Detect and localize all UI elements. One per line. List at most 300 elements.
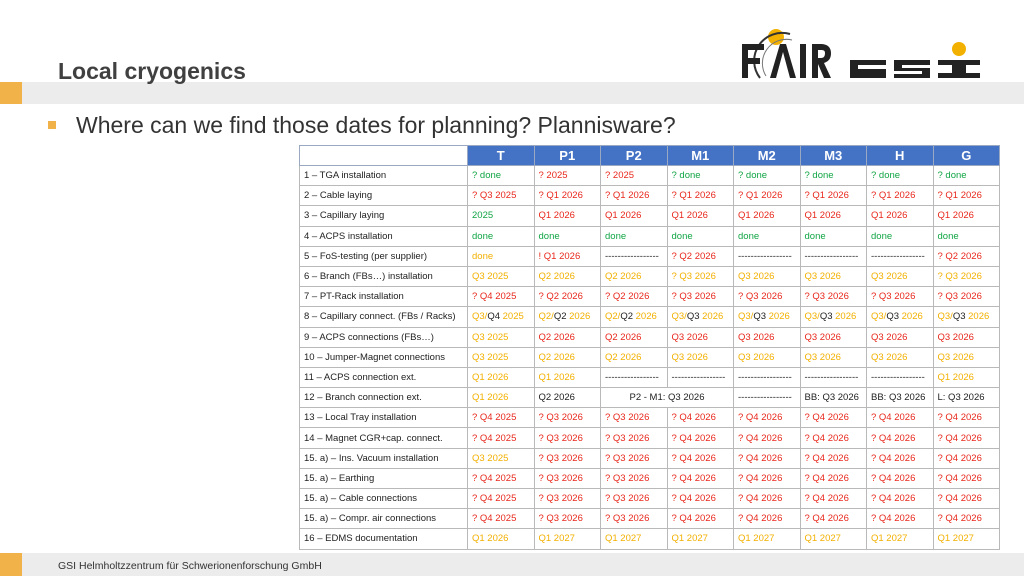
- cell-text: 2026: [633, 311, 657, 323]
- table-cell: [734, 186, 801, 206]
- row-label: 15. a) – Compr. air connections: [300, 509, 468, 529]
- table-cell: [601, 307, 668, 327]
- table-cell: [867, 327, 934, 347]
- table-cell: [800, 367, 867, 387]
- table-cell: [800, 509, 867, 529]
- cell-text: ? Q4 2026: [804, 493, 849, 505]
- table-cell: [468, 307, 535, 327]
- cell-text: ? Q3 2026: [937, 271, 982, 283]
- table-cell: [800, 246, 867, 266]
- cell-text: ? Q1 2026: [937, 190, 982, 202]
- table-cell: [534, 367, 601, 387]
- cell-text: ? Q4 2026: [937, 452, 982, 464]
- cell-text: Q2: [620, 311, 633, 323]
- cell-text: ? Q3 2026: [538, 452, 583, 464]
- table-cell: [534, 428, 601, 448]
- table-cell: [867, 287, 934, 307]
- row-label: 2 – Cable laying: [300, 186, 468, 206]
- column-header: P1: [534, 146, 601, 166]
- table-cell: [534, 307, 601, 327]
- cell-text: ? Q4 2025: [472, 412, 517, 424]
- table-cell: [933, 166, 1000, 186]
- table-cell: [601, 347, 668, 367]
- cell-text: Q2 2026: [538, 351, 575, 363]
- table-cell: [468, 246, 535, 266]
- cell-text: ? Q4 2025: [472, 472, 517, 484]
- table-cell: [601, 186, 668, 206]
- table-row: [300, 367, 1000, 387]
- cell-text: ? Q3 2026: [538, 472, 583, 484]
- page-title: Local cryogenics: [58, 58, 246, 84]
- fair-logo-mark: [742, 29, 831, 78]
- row-label: 16 – EDMS documentation: [300, 529, 468, 549]
- table-cell: [468, 428, 535, 448]
- table-cell: [667, 509, 734, 529]
- cell-text: Q3 2025: [472, 351, 509, 363]
- table-row: [300, 388, 1000, 408]
- table-cell: [534, 166, 601, 186]
- table-cell: [933, 226, 1000, 246]
- table-cell: [800, 266, 867, 286]
- cell-text: 2026: [965, 311, 990, 323]
- cell-text: Q1 2026: [738, 210, 775, 222]
- cell-text: ? Q3 2026: [605, 513, 650, 525]
- fair-logo-text: FAIR: [740, 26, 743, 27]
- table-cell: [800, 408, 867, 428]
- table-cell: [734, 307, 801, 327]
- table-cell: [867, 509, 934, 529]
- table-cell: [867, 186, 934, 206]
- cell-text: Q3 2025: [472, 331, 509, 343]
- cell-text: Q1 2026: [937, 210, 974, 222]
- column-header: M3: [800, 146, 867, 166]
- table-cell: [601, 489, 668, 509]
- cell-text: Q2 2026: [538, 392, 575, 404]
- cell-text: done: [738, 230, 760, 242]
- cell-text: Q3 2025: [472, 271, 509, 283]
- table-cell: [734, 428, 801, 448]
- table-cell: [534, 388, 601, 408]
- cell-text: ? done: [937, 170, 967, 182]
- cell-text: Q2 2026: [538, 331, 575, 343]
- table-cell: [800, 327, 867, 347]
- cell-text: ? Q3 2026: [871, 291, 916, 303]
- cell-text: ? Q3 2026: [605, 493, 650, 505]
- row-label: 11 – ACPS connection ext.: [300, 367, 468, 387]
- table-cell: [601, 327, 668, 347]
- cell-text: Q2 2026: [538, 271, 575, 283]
- table-cell: [933, 468, 1000, 488]
- cell-text: 2026: [832, 311, 857, 323]
- cell-text: 2026: [699, 311, 724, 323]
- table-cell: [734, 166, 801, 186]
- table-cell: [734, 388, 801, 408]
- cell-text: ? Q4 2026: [671, 472, 716, 484]
- table-cell: [468, 186, 535, 206]
- cell-text: ? Q4 2026: [871, 432, 916, 444]
- table-cell: [734, 509, 801, 529]
- cell-text: ? Q4 2026: [738, 412, 783, 424]
- table-cell: [534, 408, 601, 428]
- cell-text: ? Q4 2026: [871, 412, 916, 424]
- table-cell: [867, 428, 934, 448]
- table-cell: [534, 266, 601, 286]
- cell-text: ? Q4 2026: [937, 493, 982, 505]
- cell-text: BB: Q3 2026: [804, 392, 859, 404]
- row-label: 14 – Magnet CGR+cap. connect.: [300, 428, 468, 448]
- column-header: H: [867, 146, 934, 166]
- cell-text: Q1 2027: [804, 533, 841, 545]
- table-cell: [667, 206, 734, 226]
- gsi-logo-text: GSI: [850, 42, 852, 43]
- table-cell: [667, 529, 734, 549]
- table-cell: [468, 327, 535, 347]
- footer-accent-bar: [0, 553, 22, 576]
- cell-text: ? Q4 2026: [871, 452, 916, 464]
- cell-text: ? Q3 2026: [605, 432, 650, 444]
- cell-text: ? Q4 2026: [738, 493, 783, 505]
- cell-text: Q1 2027: [871, 533, 908, 545]
- cell-text: Q1 2027: [937, 533, 974, 545]
- cell-text: Q3/: [871, 311, 887, 323]
- cell-text: ? Q4 2026: [804, 472, 849, 484]
- row-label: 15. a) – Earthing: [300, 468, 468, 488]
- table-cell: [734, 327, 801, 347]
- cell-text: ? Q3 2026: [804, 291, 849, 303]
- cell-text: Q2/: [605, 311, 621, 323]
- cell-text: Q1 2026: [472, 371, 509, 383]
- cell-text: Q1 2026: [937, 371, 974, 383]
- cell-text: ? Q4 2026: [871, 513, 916, 525]
- cell-text: P2 - M1: Q3 2026: [629, 392, 705, 404]
- table-cell: [867, 266, 934, 286]
- row-label: 10 – Jumper-Magnet connections: [300, 347, 468, 367]
- cell-text: -----------------: [605, 250, 659, 262]
- table-cell: [601, 468, 668, 488]
- cell-text: 2026: [766, 311, 790, 323]
- table-cell: [867, 388, 934, 408]
- table-cell: [468, 529, 535, 549]
- table-cell: [867, 367, 934, 387]
- table-row: [300, 468, 1000, 488]
- schedule-table: [299, 145, 1000, 550]
- table-cell: [667, 266, 734, 286]
- cell-text: Q3: [686, 311, 700, 323]
- table-cell: [534, 186, 601, 206]
- bullet-text: Where can we find those dates for planning? Plannisware?: [76, 112, 676, 138]
- cell-text: 2025: [500, 311, 524, 323]
- cell-text: ? Q4 2026: [937, 513, 982, 525]
- row-label: 6 – Branch (FBs…) installation: [300, 266, 468, 286]
- table-cell: [933, 347, 1000, 367]
- cell-text: ? 2025: [538, 170, 568, 182]
- table-row: [300, 347, 1000, 367]
- table-cell: [734, 287, 801, 307]
- cell-text: Q2 2026: [605, 351, 642, 363]
- table-cell: [468, 266, 535, 286]
- cell-text: Q3 2026: [738, 331, 775, 343]
- cell-text: Q3/: [671, 311, 687, 323]
- table-cell: [933, 388, 1000, 408]
- cell-text: ? Q3 2026: [937, 291, 982, 303]
- cell-text: ? Q4 2026: [871, 472, 916, 484]
- cell-text: ? Q4 2025: [472, 513, 517, 525]
- cell-text: ? Q3 2026: [671, 271, 716, 283]
- table-cell: [468, 367, 535, 387]
- cell-text: ? Q3 2026: [738, 291, 783, 303]
- cell-text: ? Q4 2026: [804, 513, 849, 525]
- cell-text: ? Q4 2026: [804, 412, 849, 424]
- table-cell: [734, 367, 801, 387]
- cell-text: done: [871, 230, 893, 242]
- cell-text: ? Q4 2026: [804, 432, 849, 444]
- cell-text: -----------------: [804, 371, 859, 383]
- table-cell: [800, 529, 867, 549]
- table-cell: [933, 408, 1000, 428]
- row-label: 3 – Capillary laying: [300, 206, 468, 226]
- cell-text: Q3/: [738, 311, 754, 323]
- cell-text: ? Q1 2026: [671, 190, 716, 202]
- table-cell: [734, 489, 801, 509]
- cell-text: ? Q3 2026: [538, 493, 583, 505]
- table-cell: [867, 489, 934, 509]
- cell-text: ? Q1 2026: [804, 190, 849, 202]
- cell-text: Q3: [886, 311, 899, 323]
- cell-text: done: [605, 230, 627, 242]
- table-cell: [601, 287, 668, 307]
- cell-text: Q3/: [472, 311, 488, 323]
- cell-text: Q3: [952, 311, 966, 323]
- gsi-logo-mark: [850, 42, 980, 78]
- cell-text: ? Q3 2026: [605, 412, 650, 424]
- cell-text: ? Q4 2026: [671, 493, 716, 505]
- row-label: 9 – ACPS connections (FBs…): [300, 327, 468, 347]
- table-cell: [468, 347, 535, 367]
- cell-text: ? Q4 2026: [937, 432, 982, 444]
- table-cell: [534, 327, 601, 347]
- table-cell: [734, 529, 801, 549]
- cell-text: ? Q3 2026: [671, 291, 716, 303]
- table-cell: [534, 529, 601, 549]
- table-cell: [734, 266, 801, 286]
- table-cell: [468, 489, 535, 509]
- cell-text: ? Q4 2026: [671, 412, 716, 424]
- row-label: 12 – Branch connection ext.: [300, 388, 468, 408]
- cell-text: Q1 2026: [472, 533, 509, 545]
- cell-text: Q3 2026: [804, 351, 841, 363]
- table-cell: [468, 166, 535, 186]
- table-body: [300, 166, 1000, 550]
- table-row: [300, 166, 1000, 186]
- row-label: 5 – FoS-testing (per supplier): [300, 246, 468, 266]
- cell-text: Q3/: [937, 311, 953, 323]
- table-cell: [800, 448, 867, 468]
- table-cell: [867, 408, 934, 428]
- table-cell: [933, 246, 1000, 266]
- cell-text: ! Q1 2026: [538, 250, 581, 262]
- table-row: [300, 327, 1000, 347]
- table-cell: [601, 428, 668, 448]
- cell-text: ? Q4 2026: [937, 472, 982, 484]
- row-label: 4 – ACPS installation: [300, 226, 468, 246]
- cell-text: -----------------: [738, 250, 792, 262]
- cell-text: Q3 2026: [671, 331, 708, 343]
- table-row: [300, 206, 1000, 226]
- cell-text: Q3 2026: [871, 351, 908, 363]
- header-accent-bar: [0, 82, 22, 104]
- cell-text: Q3 2026: [738, 351, 775, 363]
- cell-text: -----------------: [605, 371, 659, 383]
- table-cell: [933, 529, 1000, 549]
- gsi-logo: [850, 42, 980, 82]
- cell-text: Q3 2026: [871, 271, 908, 283]
- table-row: [300, 428, 1000, 448]
- table-cell: [667, 448, 734, 468]
- cell-text: ? Q4 2026: [738, 452, 783, 464]
- table-row: [300, 287, 1000, 307]
- row-label: 15. a) – Ins. Vacuum installation: [300, 448, 468, 468]
- table-row: [300, 448, 1000, 468]
- cell-text: 2025: [472, 210, 494, 222]
- table-cell: [933, 367, 1000, 387]
- table-cell: [534, 448, 601, 468]
- table-cell: [667, 186, 734, 206]
- cell-text: ? Q1 2026: [605, 190, 650, 202]
- cell-text: done: [671, 230, 693, 242]
- cell-text: Q1 2026: [605, 210, 642, 222]
- row-label: 1 – TGA installation: [300, 166, 468, 186]
- table-row: [300, 246, 1000, 266]
- table-cell: [468, 287, 535, 307]
- table-cell: [534, 206, 601, 226]
- table-cell: [468, 226, 535, 246]
- cell-text: ? Q4 2026: [804, 452, 849, 464]
- cell-text: ? Q1 2026: [738, 190, 783, 202]
- table-cell: [667, 166, 734, 186]
- cell-text: done: [472, 250, 494, 262]
- cell-text: BB: Q3 2026: [871, 392, 926, 404]
- table-cell: [867, 307, 934, 327]
- cell-text: Q1 2026: [671, 210, 708, 222]
- cell-text: Q3: [819, 311, 833, 323]
- table-cell: [601, 367, 668, 387]
- cell-text: ? Q4 2026: [871, 493, 916, 505]
- cell-text: ? Q4 2026: [738, 432, 783, 444]
- cell-text: -----------------: [738, 371, 792, 383]
- table-cell: [933, 509, 1000, 529]
- cell-text: ? done: [871, 170, 901, 182]
- table-cell: [867, 448, 934, 468]
- table-cell: [601, 246, 668, 266]
- cell-text: 2026: [899, 311, 923, 323]
- table-cell: [867, 468, 934, 488]
- table-cell: [867, 529, 934, 549]
- cell-text: Q3: [753, 311, 766, 323]
- column-header: P2: [601, 146, 668, 166]
- table-cell: [468, 206, 535, 226]
- cell-text: Q3 2025: [472, 452, 509, 464]
- cell-text: ? Q3 2026: [605, 472, 650, 484]
- table-row: [300, 529, 1000, 549]
- table-cell: [601, 509, 668, 529]
- table-row: [300, 266, 1000, 286]
- cell-text: Q2 2026: [605, 331, 642, 343]
- column-header: T: [468, 146, 535, 166]
- cell-text: -----------------: [804, 250, 859, 262]
- table-cell: [800, 206, 867, 226]
- cell-text: Q2/: [538, 311, 554, 323]
- cell-text: done: [472, 230, 494, 242]
- cell-text: ? done: [472, 170, 502, 182]
- table-cell: [667, 327, 734, 347]
- cell-text: Q3/: [804, 311, 820, 323]
- table-cell: [468, 408, 535, 428]
- table-cell: [734, 206, 801, 226]
- table-cell: [534, 489, 601, 509]
- cell-text: ? Q4 2026: [671, 513, 716, 525]
- column-header: M2: [734, 146, 801, 166]
- cell-text: 2026: [566, 311, 591, 323]
- table-cell: [468, 448, 535, 468]
- table-cell: [800, 468, 867, 488]
- table-cell: [734, 468, 801, 488]
- cell-text: Q3 2026: [738, 271, 775, 283]
- cell-text: Q3 2026: [804, 331, 841, 343]
- table-cell: [800, 226, 867, 246]
- table-cell: [667, 367, 734, 387]
- table-cell: [601, 206, 668, 226]
- table-cell: [933, 428, 1000, 448]
- cell-text: ? Q4 2026: [671, 432, 716, 444]
- table-cell: [667, 428, 734, 448]
- table-cell: [734, 448, 801, 468]
- cell-text: done: [937, 230, 959, 242]
- cell-text: ? done: [804, 170, 834, 182]
- table-cell: [667, 468, 734, 488]
- cell-text: -----------------: [871, 371, 925, 383]
- table-header-row: [300, 146, 1000, 166]
- table-cell: [734, 246, 801, 266]
- table-cell: [601, 266, 668, 286]
- cell-text: ? Q2 2026: [937, 250, 982, 262]
- table-cell: [534, 246, 601, 266]
- table-cell: [867, 226, 934, 246]
- table-cell: [933, 287, 1000, 307]
- cell-text: Q1 2026: [538, 371, 575, 383]
- table-row: [300, 186, 1000, 206]
- table-cell: [601, 529, 668, 549]
- cell-text: ? Q1 2026: [538, 190, 583, 202]
- header-corner: [300, 146, 468, 166]
- cell-text: ? Q3 2026: [538, 412, 583, 424]
- cell-text: Q1 2026: [538, 210, 575, 222]
- table-cell: [800, 287, 867, 307]
- cell-text: Q1 2027: [605, 533, 642, 545]
- table-cell: [667, 408, 734, 428]
- table-cell: [601, 226, 668, 246]
- cell-text: done: [538, 230, 560, 242]
- row-label: 7 – PT-Rack installation: [300, 287, 468, 307]
- table-cell: [667, 287, 734, 307]
- cell-text: ? Q2 2026: [671, 250, 716, 262]
- row-label: 8 – Capillary connect. (FBs / Racks): [300, 307, 468, 327]
- cell-text: Q3 2026: [937, 351, 974, 363]
- column-header: G: [933, 146, 1000, 166]
- table-cell: [933, 307, 1000, 327]
- table-cell: [800, 186, 867, 206]
- footer-text: GSI Helmholtzzentrum für Schwerionenforschung GmbH: [58, 560, 322, 572]
- table-cell: [601, 388, 734, 408]
